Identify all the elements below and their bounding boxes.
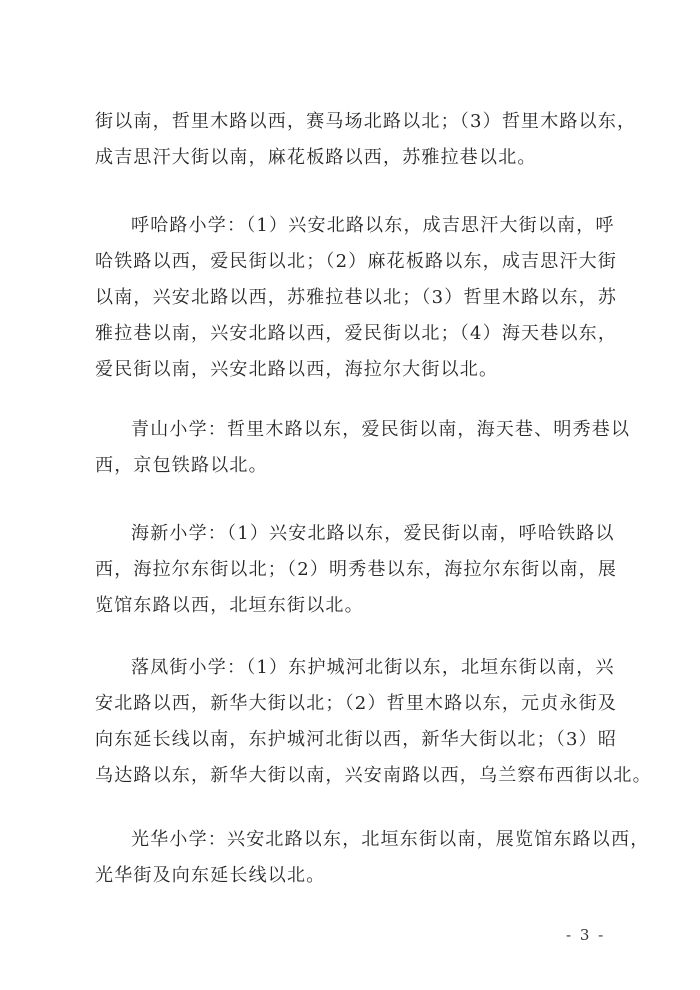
- text-line: 青山小学：哲里木路以东，爱民街以南，海天巷、明秀巷以: [131, 419, 631, 440]
- text-line: 海新小学：（1）兴安北路以东，爱民街以南，呼哈铁路以: [131, 523, 615, 544]
- text-line: 安北路以西，新华大街以北；（2）哲里木路以东，元贞永街及: [95, 693, 618, 714]
- text-line: 西，京包铁路以北。: [95, 455, 268, 476]
- text-line: 以南，兴安北路以西，苏雅拉巷以北；（3）哲里木路以东，苏: [95, 287, 618, 308]
- paragraph-guanghua-school: [95, 822, 650, 894]
- text-line: 览馆东路以西，北垣东街以北。: [95, 595, 364, 616]
- page-number: - 3 -: [566, 926, 606, 944]
- text-line: 光华小学：兴安北路以东，北垣东街以南，展览馆东路以西，: [131, 829, 650, 850]
- text-line: 爱民街以南，兴安北路以西，海拉尔大街以北。: [95, 359, 499, 380]
- text-line: 向东延长线以南，东护城河北街以西，新华大街以北；（3）昭: [95, 729, 618, 750]
- text-line: 街以南，哲里木路以西，赛马场北路以北；（3）哲里木路以东，: [95, 111, 637, 132]
- text-line: 西，海拉尔东街以北；（2）明秀巷以东，海拉尔东街以南，展: [95, 559, 618, 580]
- text-line: 呼哈路小学：（1）兴安北路以东，成吉思汗大街以南，呼: [131, 215, 615, 236]
- text-line: 哈铁路以西，爱民街以北；（2）麻花板路以东，成吉思汗大街: [95, 251, 618, 272]
- text-line: 光华街及向东延长线以北。: [95, 865, 326, 886]
- text-line: 乌达路以东，新华大街以南，兴安南路以西，乌兰察布西街以北。: [95, 765, 652, 786]
- paragraph-haixin-school: [95, 516, 618, 624]
- paragraph-qingshan-school: [95, 412, 631, 484]
- text-line: 雅拉巷以南，兴安北路以西，爱民街以北；（4）海天巷以东，: [95, 323, 618, 344]
- paragraph-luofengjie-school: [95, 650, 652, 794]
- text-line: 成吉思汗大街以南，麻花板路以西，苏雅拉巷以北。: [95, 147, 537, 168]
- paragraph-continuation: [95, 104, 637, 176]
- text-line: 落凤街小学：（1）东护城河北街以东，北垣东街以南，兴: [131, 657, 615, 678]
- paragraph-huhalu-school: [95, 208, 618, 388]
